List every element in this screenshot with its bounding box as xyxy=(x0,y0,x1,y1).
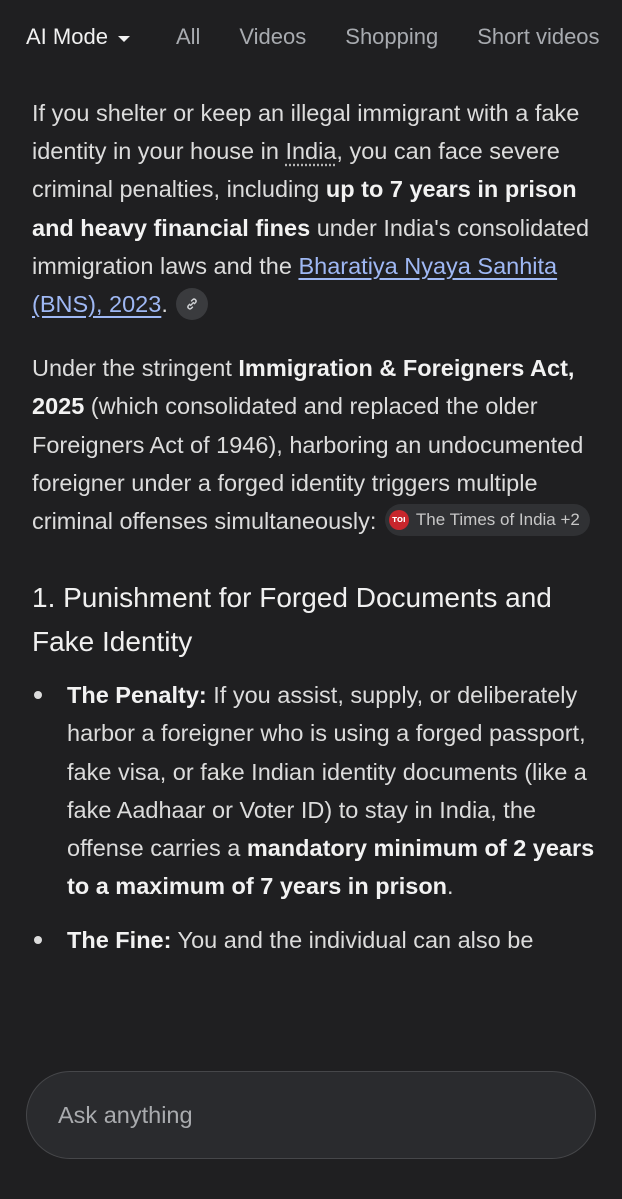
times-of-india-logo-icon: TOI xyxy=(389,510,409,530)
list-item xyxy=(32,676,598,905)
bullet-label: The Fine: xyxy=(67,927,172,954)
tab-videos[interactable]: Videos xyxy=(239,24,307,49)
bullet-list xyxy=(32,676,598,959)
text: . xyxy=(161,291,168,318)
ai-answer xyxy=(32,94,598,976)
bns-link[interactable]: Bharatiya Nyaya Sanhita (BNS), 2023 xyxy=(32,252,558,318)
bullet-label: The Penalty: xyxy=(67,682,207,709)
search-mode-tabs xyxy=(0,0,622,74)
bullet-icon xyxy=(34,936,42,944)
bold-text: up to 7 years in prison and heavy financial fines xyxy=(32,176,577,241)
text: (which consolidated and replaced the older Foreigners Act of 1946), harboring an undocumented foreigner under a forged identity triggers multiple criminal offenses simultaneously: xyxy=(32,393,584,535)
link-icon[interactable] xyxy=(176,288,208,320)
tab-shopping[interactable]: Shopping xyxy=(345,24,439,49)
text: under India's consolidated immigration laws and the xyxy=(32,214,590,279)
source-label: The Times of India +2 xyxy=(415,509,580,529)
answer-paragraph-2 xyxy=(32,349,598,540)
bullet-icon xyxy=(34,691,42,699)
tab-ai-mode-label: AI Mode xyxy=(26,24,108,49)
tab-ai-mode[interactable] xyxy=(26,23,130,51)
text: , you can face severe criminal penalties, including xyxy=(32,138,560,203)
source-chip[interactable] xyxy=(385,504,590,536)
entity-india[interactable]: India xyxy=(285,138,337,165)
tab-short-videos[interactable]: Short videos xyxy=(477,24,600,49)
text: If you shelter or keep an illegal immigrant with a fake identity in your house in xyxy=(32,100,580,165)
section-heading: 1. Punishment for Forged Documents and Fake Identity xyxy=(32,582,552,658)
text: If you assist, supply, or deliberately harbor a foreigner who is using a forged passport, fake visa, or fake Indian identity documents (like a fake Aadhaar or Voter ID) to stay in India, the offense carries a xyxy=(67,682,587,862)
ask-placeholder: Ask anything xyxy=(58,1101,193,1128)
list-item xyxy=(32,921,598,959)
ask-input[interactable] xyxy=(26,1071,596,1159)
answer-paragraph-1 xyxy=(32,94,598,323)
text: You and the individual can also be xyxy=(171,927,534,954)
text: Under the stringent xyxy=(32,355,239,382)
text: . xyxy=(447,873,454,900)
bold-text: Immigration & Foreigners Act, 2025 xyxy=(32,355,575,420)
tab-all[interactable]: All xyxy=(175,24,201,49)
chevron-down-icon xyxy=(118,36,130,42)
bold-text: mandatory minimum of 2 years to a maximum of 7 years in prison xyxy=(67,835,595,900)
